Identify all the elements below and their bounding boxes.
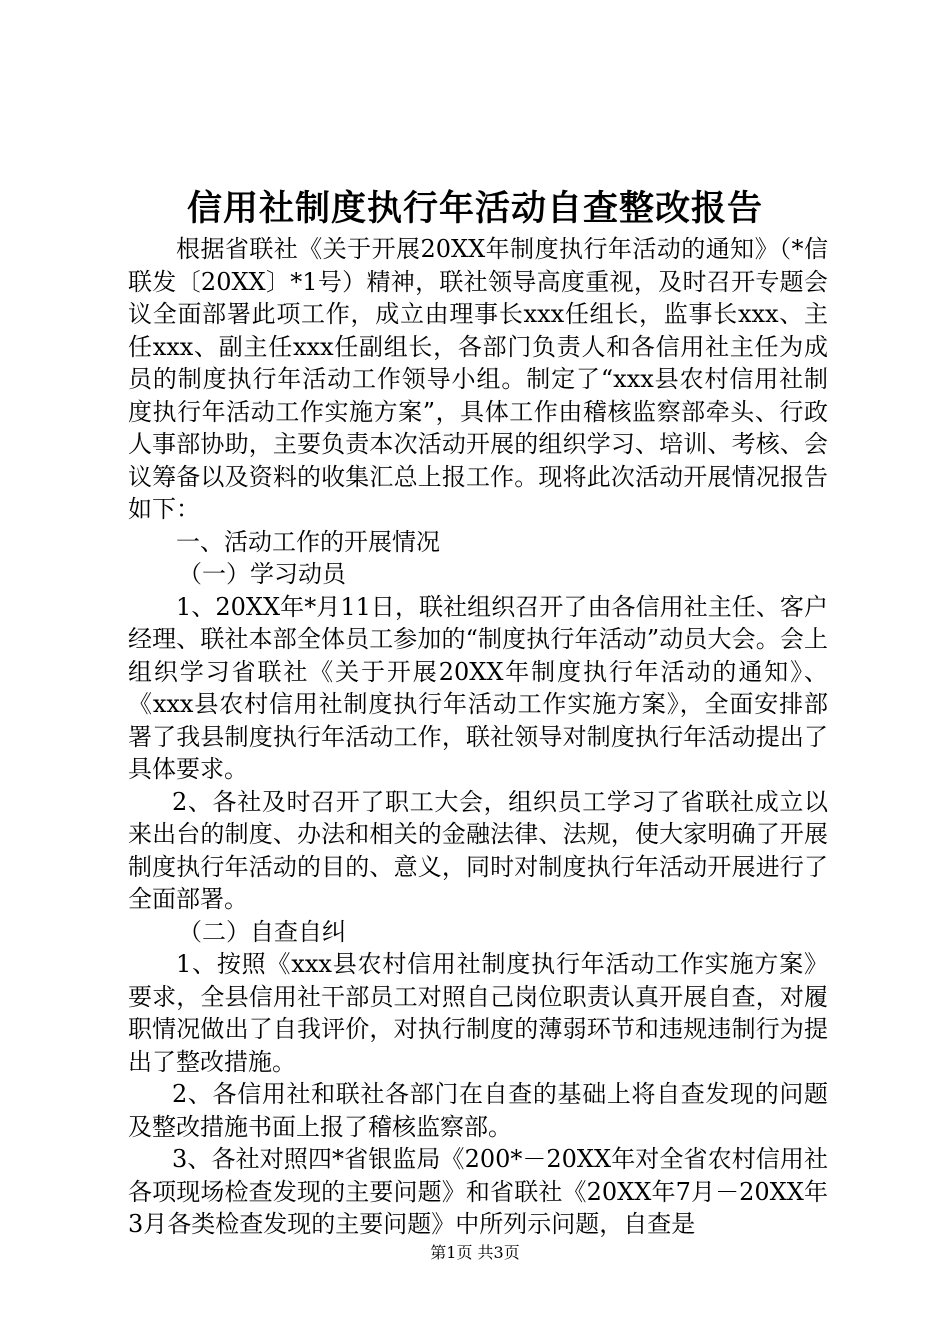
paragraph-item-2: 2、各社及时召开了职工大会，组织员工学习了省联社成立以来出台的制度、办法和相关的金融法律、法规，使大家明确了开展制度执行年活动的目的、意义，同时对制度执行年活动开展进行了全面部署。 [128, 787, 828, 913]
document-body [128, 233, 828, 1241]
subsection-heading-2: （二）自查自纠 [178, 917, 346, 946]
paragraph-item-5: 3、各社对照四*省银监局《200*－20XX年对全省农村信用社各项现场检查发现的主要问题》和省联社《20XX年7月－20XX年3月各类检查发现的主要问题》中所列示问题，自查是 [128, 1145, 828, 1238]
paragraph-item-1: 1、20XX年*月11日，联社组织召开了由各信用社主任、客户经理、联社本部全体员工参加的“制度执行年活动”动员大会。会上组织学习省联社《关于开展20XX年制度执行年活动的通知》、《xxx县农村信用社制度执行年活动工作实施方案》，全面安排部署了我县制度执行年活动工作，联社领导对制度执行年活动提出了具体要求。 [128, 592, 828, 783]
paragraph-intro: 根据省联社《关于开展20XX年制度执行年活动的通知》（*信联发〔20XX〕*1号）精神，联社领导高度重视，及时召开专题会议全面部署此项工作，成立由理事长xxx任组长，监事长xxx、主任xxx、副主任xxx任副组长，各部门负责人和各信用社主任为成员的制度执行年活动工作领导小组。制定了“xxx县农村信用社制度执行年活动工作实施方案”，具体工作由稽核监察部牵头、行政人事部协助，主要负责本次活动开展的组织学习、培训、考核、会议筹备以及资料的收集汇总上报工作。现将此次活动开展情况报告如下： [128, 235, 828, 523]
page-number-footer: 第1页 共3页 [430, 1243, 520, 1262]
subsection-heading-1: （一）学习动员 [178, 560, 346, 588]
paragraph-item-4: 2、各信用社和联社各部门在自查的基础上将自查发现的问题及整改措施书面上报了稽核监察部。 [128, 1080, 828, 1141]
section-heading-1: 一、活动工作的开展情况 [176, 527, 440, 556]
paragraph-item-3: 1、按照《xxx县农村信用社制度执行年活动工作实施方案》要求，全县信用社干部员工对照自己岗位职责认真开展自查，对履职情况做出了自我评价，对执行制度的薄弱环节和违规违制行为提出了整改措施。 [128, 950, 828, 1076]
document-title: 信用社制度执行年活动自查整改报告 [186, 188, 763, 229]
